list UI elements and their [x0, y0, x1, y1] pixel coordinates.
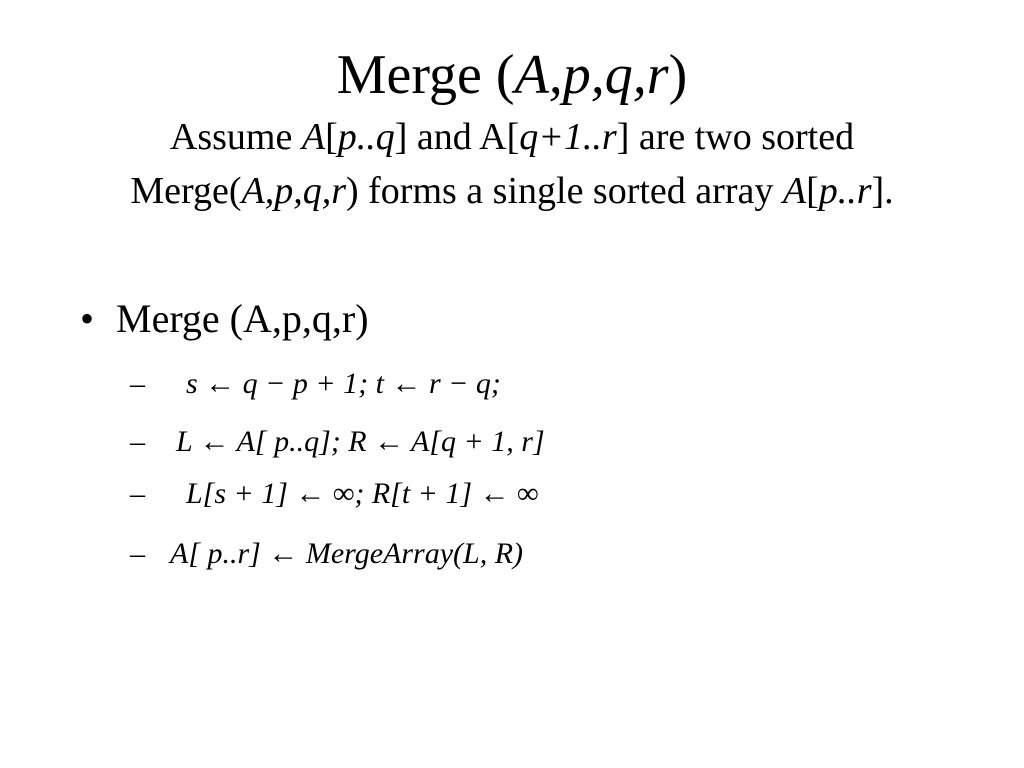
- bullet-text: Merge (A,p,q,r): [116, 296, 369, 341]
- title-block: [0, 40, 1024, 218]
- subtitle-var: A: [301, 116, 326, 158]
- subtitle-text: ) forms a single sorted array: [345, 170, 783, 212]
- title-open-paren: (: [481, 44, 515, 106]
- bullet-marker: •: [80, 296, 95, 341]
- dash-marker: –: [130, 367, 145, 400]
- step-formula: s ← q − p + 1; t ← r − q;: [186, 367, 501, 400]
- subtitle-var: A,p,q,r: [241, 170, 346, 212]
- subtitle-text: ] and A[: [394, 116, 520, 158]
- title-word: Merge: [336, 44, 482, 106]
- title-args: A,p,q,r: [514, 44, 669, 106]
- subtitle-text: ] are two sorted: [616, 116, 855, 158]
- dash-marker: –: [130, 477, 145, 510]
- subtitle-text: Assume: [169, 116, 302, 158]
- subtitle-text: [: [325, 116, 338, 158]
- subtitle-line-2: [0, 164, 1024, 218]
- dash-marker: –: [130, 537, 145, 570]
- slide-title: [0, 40, 1024, 110]
- subtitle-var: q+1..r: [519, 116, 617, 158]
- subtitle-text: ].: [871, 170, 894, 212]
- dash-marker: –: [130, 425, 145, 458]
- subtitle-line-1: [0, 110, 1024, 164]
- title-close-paren: ): [668, 44, 688, 106]
- step-formula: A[ p..r] ← MergeArray(L, R): [170, 537, 524, 570]
- subtitle-var: A: [782, 170, 807, 212]
- step-formula: L ← A[ p..q]; R ← A[q + 1, r]: [176, 425, 545, 458]
- subtitle-var: p..r: [818, 170, 872, 212]
- step-formula: L[s + 1] ← ∞; R[t + 1] ← ∞: [186, 477, 539, 510]
- subtitle-text: [: [806, 170, 819, 212]
- subtitle-var: p..q: [337, 116, 395, 158]
- subtitle-text: Merge(: [130, 170, 242, 212]
- bullet-item: [80, 294, 369, 344]
